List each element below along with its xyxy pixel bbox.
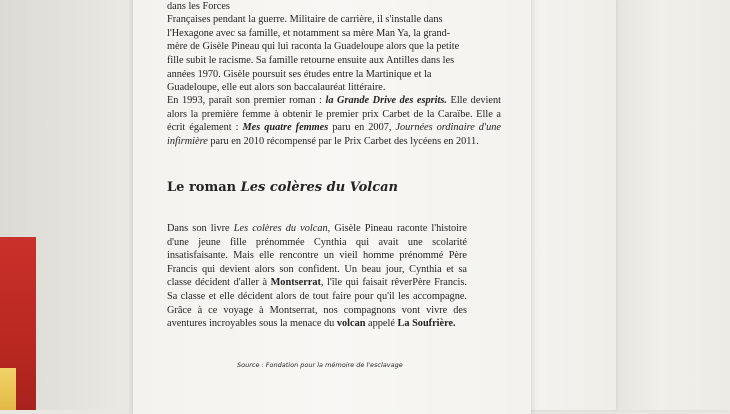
first-novel-title: la Grande Drive des esprits. [325,95,447,106]
career-text: paru en 2010 récompensé par le Prix Carbet des lycéens en 2011. [207,135,479,147]
summary-volcan-name: La Soufrière. [397,318,456,330]
summary-text: Dans son livre [167,223,234,234]
career-text: paru en 2007, [328,122,396,134]
career-text: Elle devient alors la première femme à obtenir le premier prix Carbet de la Caraïbe. Elle a écrit également : [167,95,501,134]
summary-text: , l'île qui faisait rêverPère Francis. Sa classe et elle décident alors de tout faire pour qu'il les accompagne. Grâce à ce voyage à Montserrat, nos compagnons vont vivre des aventures incroyables sous la menace du [167,277,467,330]
summary-place: Montserrat [270,277,321,289]
bio-line: Françaises pendant la guerre. Militaire de carrière, il s'installe dans [167,14,443,26]
yellow-poster-corner [0,368,16,410]
second-book-title: Mes quatre femmes [242,122,329,134]
article-sheet [133,0,531,414]
bio-line: dans les Forces [167,0,230,12]
bio-line: Guadeloupe, elle eut alors son baccalauréat littéraire. [167,82,386,94]
career-text: En 1993, paraît son premier roman : [167,95,326,106]
notice-board-edge [612,0,730,410]
bio-line: l'Hexagone avec sa famille, et notamment sa mère Man Ya, la grand- [167,27,451,39]
section-heading-title: Les colères du Volcan [240,180,399,195]
section-heading [167,180,398,195]
summary-text: appelé [365,318,398,330]
adjacent-sheet [520,0,616,410]
third-book-title: Journées ordinaire d'une infirmière [167,122,501,147]
bio-line: fille subit le racisme. Sa famille retourne ensuite aux Antilles dans les [167,54,455,66]
summary-book-title: Les colères du volcan [233,223,328,234]
summary-paragraph [167,222,467,331]
bio-paragraph [167,0,501,95]
bio-line: années 1970. Gisèle poursuit ses études entre la Martinique et la [167,68,432,80]
bio-line: mère de Gisèle Pineau qui lui raconta la Guadeloupe alors que la petite [167,41,460,53]
source-credit: Source : Fondation pour la mémoire de l'esclavage [237,361,403,369]
section-heading-prefix: Le roman [167,180,241,195]
summary-volcan-word: volcan [336,318,366,330]
career-paragraph [167,94,501,148]
summary-text: , Gisèle Pineau raconte l'histoire d'une jeune fille prénommée Cynthia qui avait une scolarité insatisfaisante. Mais elle rencontre un vieil homme prénommé Père Francis qui devient alors son confident. Un beau jour, Cynthia et sa classe décident d'aller à [167,223,468,289]
